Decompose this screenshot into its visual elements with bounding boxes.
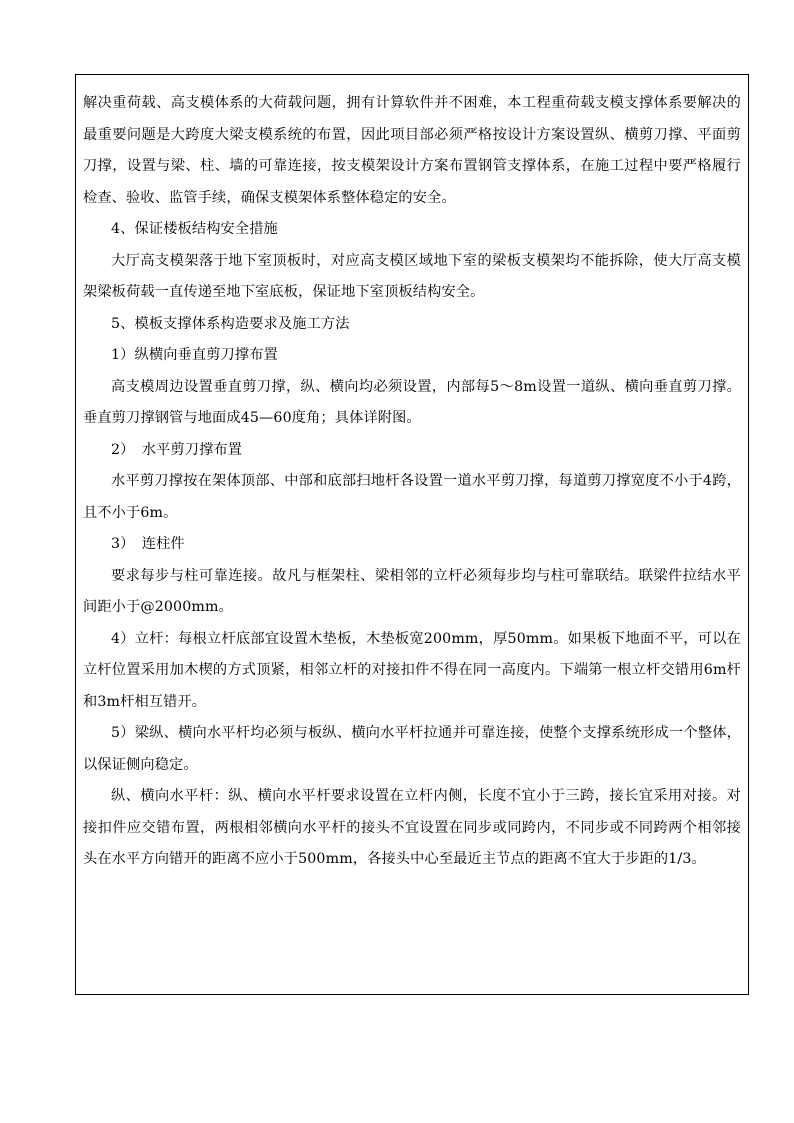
document-body (83, 88, 741, 876)
paragraph-support-system-intro: 解决重荷载、高支模体系的大荷载问题，拥有计算软件并不困难，本工程重荷载支模支撑体系要解决的最重要问题是大跨度大梁支模系统的布置，因此项目部必须严格按设计方案设置纵、横剪刀撑、平面剪刀撑，设置与梁、柱、墙的可靠连接，按支模架设计方案布置钢管支撑体系，在施工过程中要严格履行检查、验收、监管手续，确保支模架体系整体稳定的安全。 (83, 95, 741, 206)
section-heading-4: 4、保证楼板结构安全措施 (111, 221, 278, 237)
paragraph-vertical-poles: 4）立杆：每根立杆底部宜设置木垫板，木垫板宽200mm，厚50mm。如果板下地面不平，可以在立杆位置采用加木楔的方式顶紧，相邻立杆的对接扣件不得在同一高度内。下端第一根立杆交错用6m杆和3m杆相互错开。 (83, 630, 741, 710)
paragraph-beam-horizontal-bars: 5）梁纵、横向水平杆均必须与板纵、横向水平杆拉通并可靠连接，使整个支撑系统形成一个整体，以保证侧向稳定。 (83, 725, 741, 773)
section-heading-5: 5、模板支撑体系构造要求及施工方法 (111, 315, 350, 332)
paragraph-column-ties: 要求每步与柱可靠连接。故凡与框架柱、梁相邻的立杆必须每步均与柱可靠联结。联梁件拉结水平间距小于@2000mm。 (83, 567, 741, 615)
subsection-heading-1: 1）纵横向垂直剪刀撑布置 (111, 347, 278, 363)
subsection-heading-3: 3） 连柱件 (111, 536, 185, 552)
paragraph-horizontal-braces: 水平剪刀撑按在架体顶部、中部和底部扫地杆各设置一道水平剪刀撑，每道剪刀撑宽度不小于4跨，且不小于6m。 (83, 473, 741, 521)
paragraph-floor-safety: 大厅高支模架落于地下室顶板时，对应高支模区域地下室的梁板支模架均不能拆除，使大厅高支模架梁板荷载一直传递至地下室底板，保证地下室顶板结构安全。 (83, 252, 741, 300)
subsection-heading-2: 2） 水平剪刀撑布置 (111, 441, 243, 458)
paragraph-vertical-braces: 高支模周边设置垂直剪刀撑，纵、横向均必须设置，内部每5～8m设置一道纵、横向垂直剪刀撑。垂直剪刀撑钢管与地面成45—60度角；具体详附图。 (83, 378, 741, 426)
paragraph-horizontal-bars-detail: 纵、横向水平杆：纵、横向水平杆要求设置在立杆内侧，长度不宜小于三跨，接长宜采用对接。对接扣件应交错布置，两根相邻横向水平杆的接头不宜设置在同步或同跨内，不同步或不同跨两个相邻接头在水平方向错开的距离不应小于500mm，各接头中心至最近主节点的距离不宜大于步距的1/3。 (83, 788, 741, 867)
